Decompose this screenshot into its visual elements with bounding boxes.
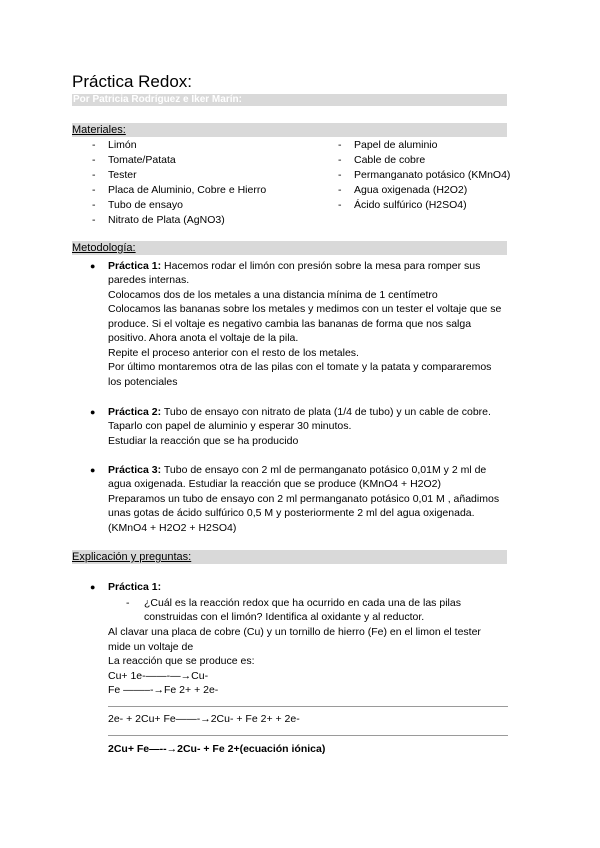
practica-1-line: Hacemos rodar el limón con presión sobre la mesa para romper sus [164, 260, 481, 272]
materiales-heading: Materiales: [72, 124, 126, 136]
list-item: Tester [108, 169, 137, 181]
practica-2-line: Taparlo con papel de aluminio y esperar 30 minutos. [108, 420, 352, 432]
list-dash: - [338, 169, 342, 181]
page-title: Práctica Redox: [72, 72, 192, 91]
bullet-icon: ● [90, 261, 96, 271]
practica-3-label: Práctica 3: [108, 464, 162, 476]
list-item: Nitrato de Plata (AgNO3) [108, 214, 225, 226]
answer-line: Cu+ 1e-——-—→Cu- [108, 670, 209, 682]
list-dash: - [92, 169, 96, 181]
list-dash: - [338, 184, 342, 196]
practica-1-line: Repite el proceso anterior con el resto de los metales. [108, 347, 359, 359]
explicacion-heading: Explicación y preguntas: [72, 551, 192, 563]
list-dash: - [92, 154, 96, 166]
practica-3-line: unas gotas de ácido sulfúrico 0,5 M y posteriormente 2 ml del agua oxigenada. [108, 507, 475, 519]
answer-line: Al clavar una placa de cobre (Cu) y un tornillo de hierro (Fe) en el limon el tester [108, 626, 481, 638]
answer-line: Fe ——–-→Fe 2+ + 2e- [108, 684, 219, 696]
practica-3-line: (KMnO4 + H2O2 + H2SO4) [108, 522, 237, 534]
bullet-icon: ● [90, 465, 96, 475]
practica-2-label: Práctica 2: [108, 406, 162, 418]
practica-1-line: produce. Si el voltaje es negativo cambia las bananas de forma que nos salga [108, 318, 472, 330]
metodologia-heading: Metodología: [72, 242, 136, 254]
practica-2-line: Tubo de ensayo con nitrato de plata (1/4 de tubo) y un cable de cobre. [163, 406, 491, 418]
practica-3-line: agua oxigenada. Estudiar la reacción que se produce (KMnO4 + H2O2) [108, 478, 441, 490]
practica-1-label: Práctica 1: [108, 260, 162, 272]
list-dash: - [338, 154, 342, 166]
practica-1-line: Colocamos dos de los metales a una distancia mínima de 1 centímetro [108, 289, 438, 301]
practica-2-line: Estudiar la reacción que se ha producido [108, 435, 299, 447]
authors-line: Por Patricia Rodríguez e Iker Marín: [73, 94, 242, 105]
answer-line: mide un voltaje de [108, 641, 194, 653]
practica-1-line: los potenciales [108, 376, 178, 388]
list-dash: - [92, 214, 96, 226]
list-dash: - [92, 184, 96, 196]
list-item: Limón [108, 139, 137, 151]
list-item: Agua oxigenada (H2O2) [354, 184, 468, 196]
list-item: Papel de aluminio [354, 139, 438, 151]
metodologia-heading-bar [72, 241, 507, 255]
bullet-icon: ● [90, 407, 96, 417]
list-item: Permanganato potásico (KMnO4) [354, 169, 511, 181]
list-item: Tomate/Patata [108, 154, 176, 166]
practica-1-line: paredes internas. [108, 274, 190, 286]
list-dash: - [92, 139, 96, 151]
practica-1-line: Por último montaremos otra de las pilas con el tomate y la patata y compararemos [108, 361, 492, 373]
list-item: Cable de cobre [354, 154, 426, 166]
list-dash: - [92, 199, 96, 211]
question-line: construidas con el limón? Identifica al oxidante y al reductor. [144, 611, 425, 623]
materiales-heading-bar [72, 123, 507, 137]
ionic-equation: 2Cu+ Fe—--→2Cu- + Fe 2+(ecuación iónica) [108, 743, 326, 755]
explicacion-practica-1-label: Práctica 1: [108, 581, 162, 593]
practica-3-line: Tubo de ensayo con 2 ml de permanganato potásico 0,01M y 2 ml de [163, 464, 487, 476]
bullet-icon: ● [90, 582, 96, 592]
question-line: ¿Cuál es la reacción redox que ha ocurrido en cada una de las pilas [144, 597, 461, 609]
practica-1-line: Colocamos las bananas sobre los metales y medimos con un tester el voltaje que se [108, 303, 502, 315]
list-item: Placa de Aluminio, Cobre e Hierro [108, 184, 267, 196]
list-dash: - [338, 199, 342, 211]
list-dash: - [338, 139, 342, 151]
practica-3-line: Preparamos un tubo de ensayo con 2 ml permanganato potásico 0,01 M , añadimos [108, 493, 500, 505]
list-item: Ácido sulfúrico (H2SO4) [354, 199, 467, 211]
list-dash: - [126, 597, 130, 609]
practica-1-line: positivo. Ahora anota el voltaje de la pila. [108, 332, 299, 344]
sum-equation: 2e- + 2Cu+ Fe——-→2Cu- + Fe 2+ + 2e- [108, 713, 300, 725]
list-item: Tubo de ensayo [108, 199, 183, 211]
answer-line: La reacción que se produce es: [108, 655, 255, 667]
divider [108, 706, 508, 707]
divider [108, 735, 508, 736]
